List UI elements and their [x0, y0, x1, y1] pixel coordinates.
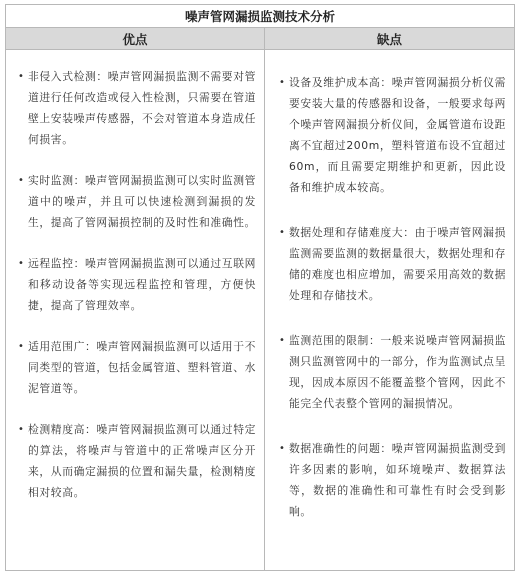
bullet-icon: •: [18, 424, 25, 435]
list-item: [18, 253, 256, 316]
bullet-icon: •: [18, 258, 25, 269]
list-item: [279, 72, 506, 198]
analysis-table: [5, 4, 515, 571]
list-item: [279, 330, 506, 414]
pros-text: 检测精度高：噪声管网漏损监测可以通过特定的算法，将噪声与管道中的正常噪声区分开来，从而确定漏损的位置和漏失量，检测精度相对较高。: [28, 423, 256, 499]
list-item: [279, 438, 506, 522]
header-row: [6, 28, 514, 50]
list-item: [18, 336, 256, 399]
cons-text: 数据准确性的问题：噪声管网漏损监测受到许多因素的影响，如环境噪声、数据算法等，数据的准确性和可靠性有时会受到影响。: [289, 442, 506, 518]
cons-column: [265, 50, 514, 570]
cons-text: 监测范围的限制：一般来说噪声管网漏损监测只监测管网中的一部分，作为监测试点呈现，因成本原因不能覆盖整个管网，因此不能完全代表整个管网的漏损情况。: [289, 334, 506, 410]
bullet-icon: •: [18, 71, 25, 82]
cons-header: 缺点: [376, 31, 402, 47]
list-item: [18, 66, 256, 150]
bullet-icon: •: [279, 335, 286, 346]
pros-text: 实时监测：噪声管网漏损监测可以实时监测管道中的噪声，并且可以快速检测到漏损的发生，提高了管网漏损控制的及时性和准确性。: [28, 174, 256, 229]
cons-text: 数据处理和存储难度大：由于噪声管网漏损监测需要监测的数据量很大，数据处理和存储的难度也相应增加，需要采用高效的数据处理和存储技术。: [289, 226, 506, 302]
bullet-icon: •: [279, 227, 286, 238]
pros-text: 远程监控：噪声管网漏损监测可以通过互联网和移动设备等实现远程监控和管理，方便快捷，提高了管理效率。: [28, 257, 256, 312]
pros-text: 非侵入式检测：噪声管网漏损监测不需要对管道进行任何改造或侵入性检测，只需要在管道壁上安装噪声传感器，不会对管道本身造成任何损害。: [28, 70, 256, 146]
bullet-icon: •: [279, 443, 286, 454]
list-item: [279, 222, 506, 306]
list-item: [18, 419, 256, 503]
bullet-icon: •: [18, 341, 25, 352]
table-title: 噪声管网漏损监测技术分析: [6, 5, 514, 28]
bullet-icon: •: [18, 175, 25, 186]
pros-header: 优点: [6, 28, 265, 49]
pros-column: [6, 50, 265, 570]
pros-text: 适用范围广：噪声管网漏损监测可以适用于不同类型的管道，包括金属管道、塑料管道、水泥管道等。: [28, 340, 256, 395]
bullet-icon: •: [279, 77, 286, 88]
body-row: [6, 50, 514, 570]
cons-text: 设备及维护成本高：噪声管网漏损分析仪需要安装大量的传感器和设备，一般要求每两个噪声管网漏损分析仪间，金属管道布设距离不宜超过200m，塑料管道布设不宜超过60m，而且需要定期维护和更新，因此设备和维护成本较高。: [289, 76, 506, 194]
list-item: [18, 170, 256, 233]
